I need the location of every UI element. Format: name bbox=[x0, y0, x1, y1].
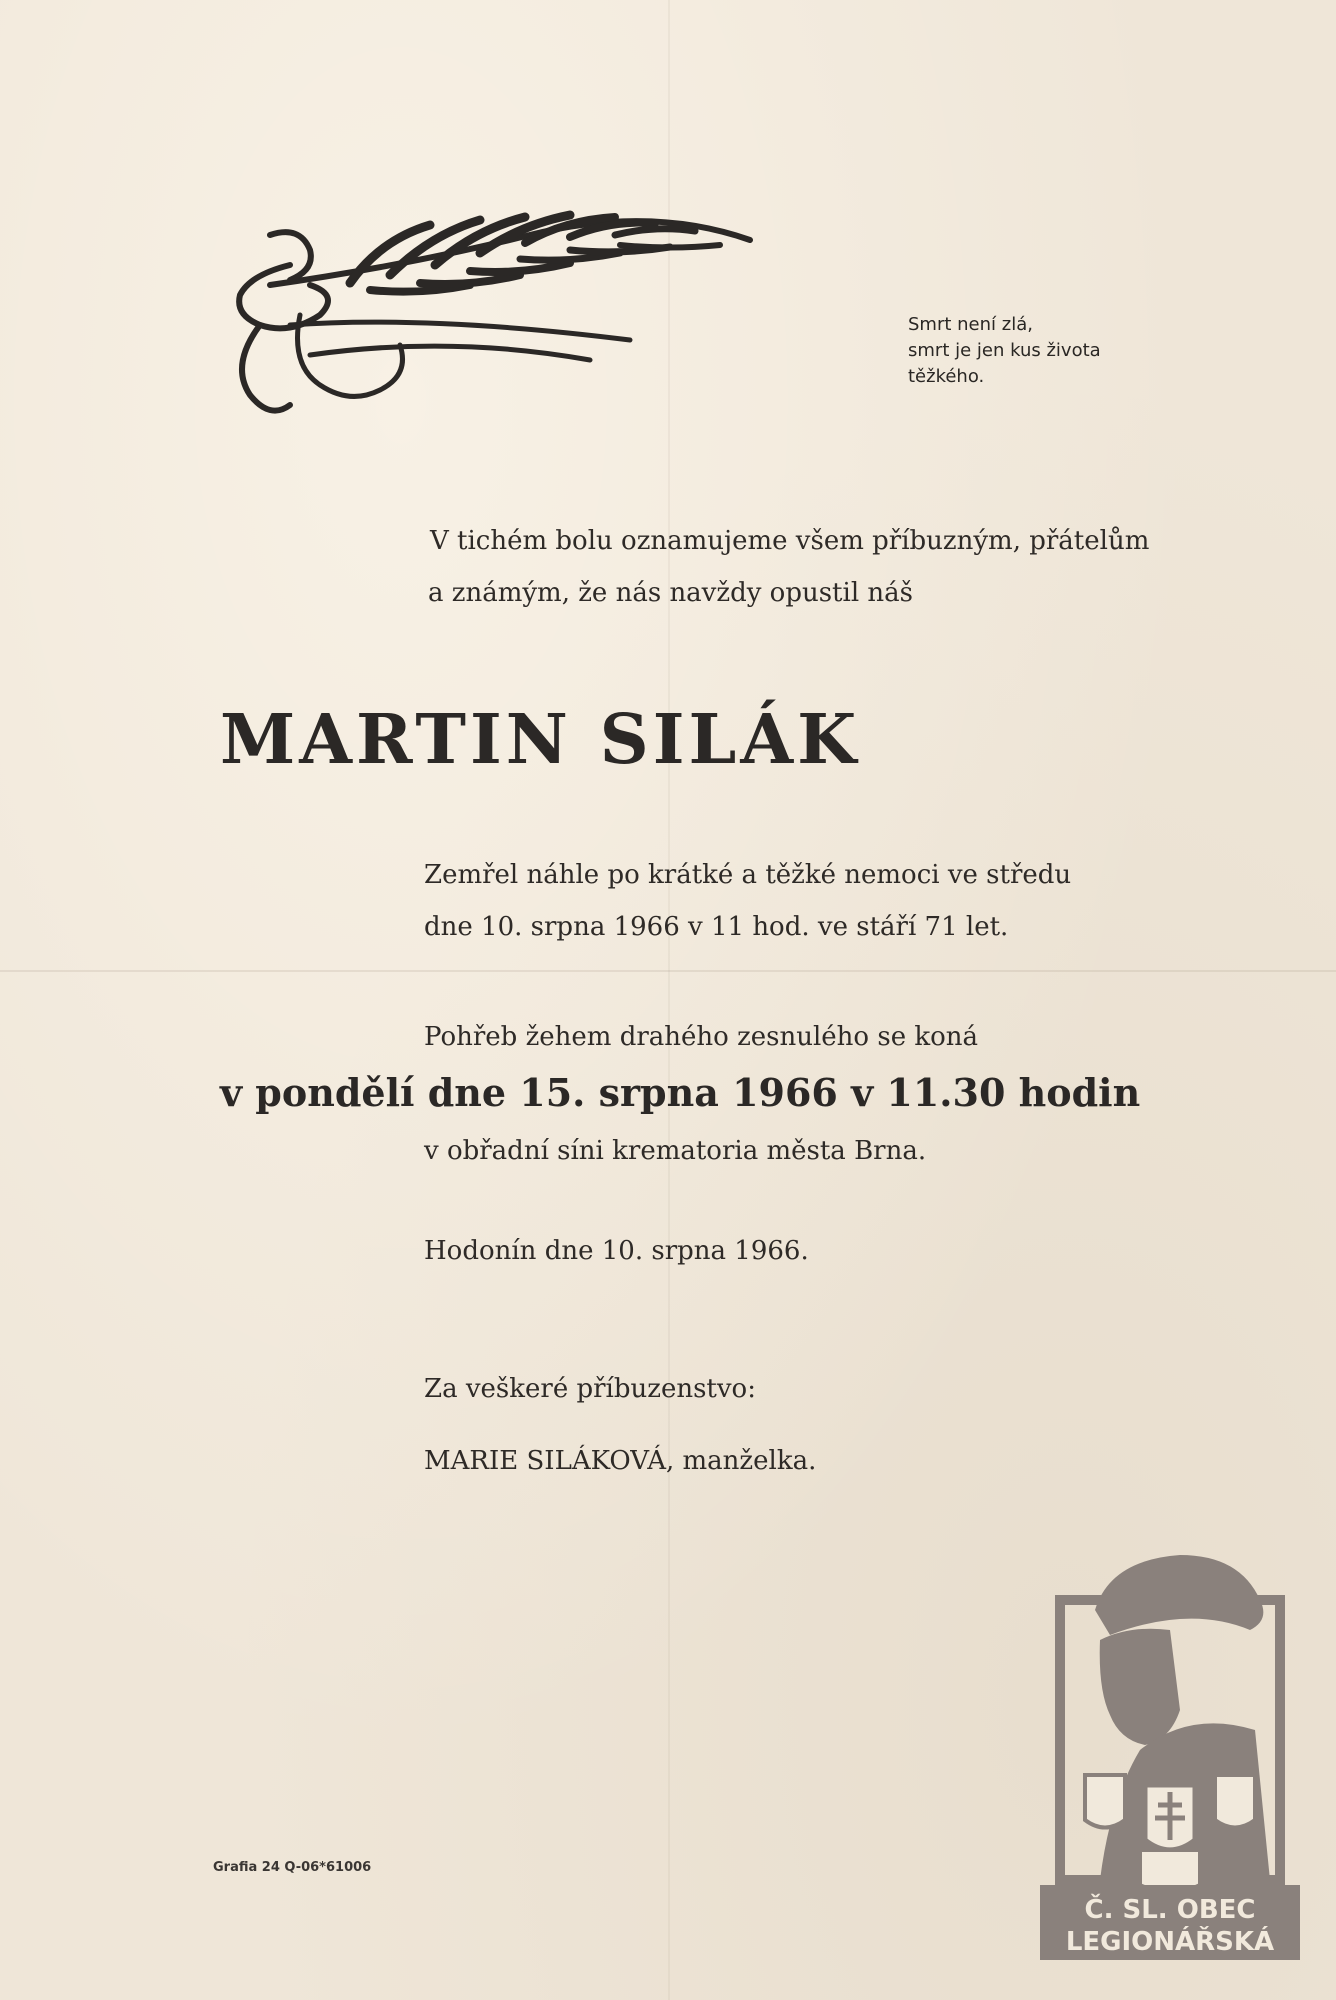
palm-branch-illustration bbox=[230, 195, 770, 435]
place-date: Hodonín dne 10. srpna 1966. bbox=[424, 1236, 809, 1266]
funeral-intro-line: Pohřeb žehem drahého zesnulého se koná bbox=[424, 1022, 978, 1052]
motto-quote bbox=[908, 312, 1101, 390]
printer-mark: Grafia 24 Q-06*61006 bbox=[213, 1860, 372, 1875]
funeral-date-line: v pondělí dne 15. srpna 1966 v 11.30 hodin bbox=[220, 1070, 1141, 1115]
deceased-name: MARTIN SILÁK bbox=[220, 700, 861, 780]
death-details-line: dne 10. srpna 1966 v 11 hod. ve stáří 71 let. bbox=[424, 912, 1009, 942]
death-details-line: Zemřel náhle po krátké a těžké nemoci ve středu bbox=[424, 860, 1072, 890]
signature-name: MARIE SILÁKOVÁ, manželka. bbox=[424, 1446, 817, 1476]
announcement-line: V tichém bolu oznamujeme všem příbuzným, přátelům bbox=[430, 526, 1150, 556]
legion-association-logo bbox=[1040, 1540, 1300, 1960]
motto-line: Smrt není zlá, bbox=[908, 314, 1033, 335]
logo-text-line2: LEGIONÁŘSKÁ bbox=[1065, 1927, 1275, 1957]
signature-label: Za veškeré příbuzenstvo: bbox=[424, 1374, 756, 1404]
announcement-line: a známým, že nás navždy opustil náš bbox=[428, 578, 913, 608]
funeral-location-line: v obřadní síni krematoria města Brna. bbox=[424, 1136, 927, 1166]
motto-line: těžkého. bbox=[908, 366, 985, 387]
motto-line: smrt je jen kus života bbox=[908, 340, 1101, 361]
logo-text-line1: Č. SL. OBEC bbox=[1084, 1895, 1256, 1925]
